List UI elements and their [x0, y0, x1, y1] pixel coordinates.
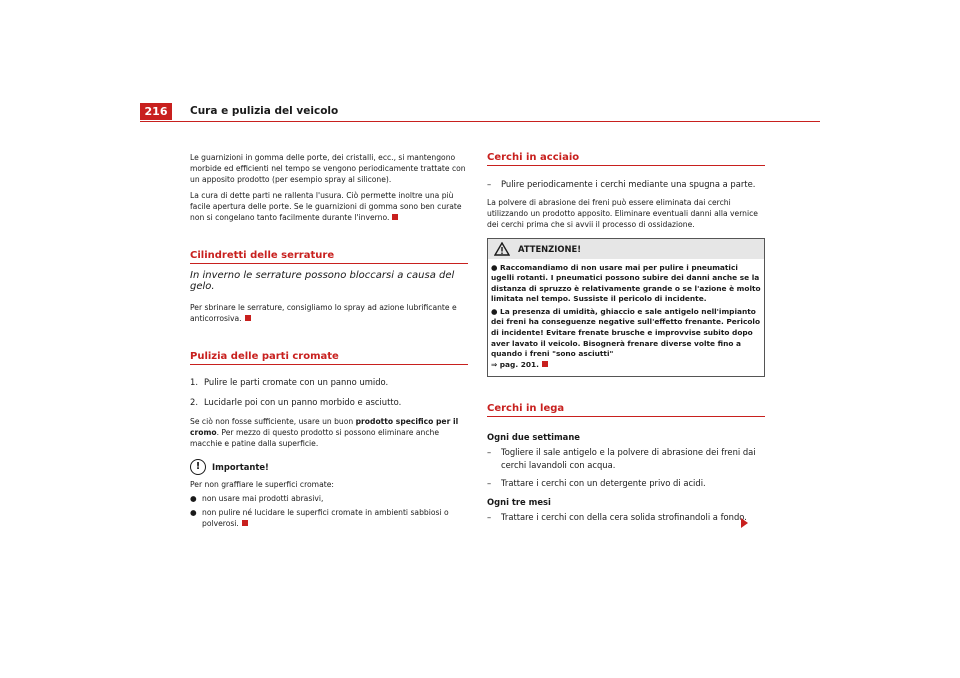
lock-cylinders-text: Per sbrinare le serrature, consigliamo lo spray ad azione lubrificante e anticorrosiva.: [190, 303, 457, 323]
continue-arrow-icon: [741, 518, 748, 528]
bullet-item: [190, 507, 468, 529]
chrome-product-emphasis: prodotto specifico per il cromo: [190, 417, 459, 437]
chrome-note: Se ciò non fosse sufficiente, usare un buon prodotto specifico per il cromo. Per mezzo di questo prodotto si possono eliminare anche macchie e patine dalla superficie.: [190, 417, 459, 448]
dash-item: [487, 446, 765, 471]
dash-icon: –: [487, 179, 492, 189]
section-title-steel-rims: Cerchi in acciaio: [487, 152, 765, 166]
dash-icon: –: [487, 478, 492, 489]
warning-triangle-icon: [494, 242, 510, 256]
important-label: Importante!: [212, 462, 269, 472]
bullet-icon: ●: [190, 508, 197, 517]
group-title-quarterly: Ogni tre mesi: [487, 496, 551, 507]
dash-icon: –: [487, 511, 492, 522]
end-of-section-icon: [542, 361, 548, 367]
group-title-biweekly: Ogni due settimane: [487, 432, 580, 443]
warning-body: [488, 259, 764, 377]
dash-text: Pulire periodicamente i cerchi mediante una spugna a parte.: [501, 179, 756, 189]
warning-paragraph: ● Raccomandiamo di non usare mai per pulire i pneumatici ugelli rotanti. I pneumatici possono subire dei danni anche se la distanza di spruzzo è relativamente grande o se l'azione è molto limitata nel tempo. Sussiste il pericolo di incidente.: [491, 262, 761, 304]
end-of-section-icon: [245, 315, 251, 321]
dash-item: [487, 477, 765, 490]
important-notice-header: [190, 459, 468, 475]
bullet-icon: ●: [491, 262, 498, 272]
bullet-icon: ●: [190, 494, 197, 503]
section-subtitle-lock-cylinders: In inverno le serrature possono bloccarsi a causa del gelo.: [190, 270, 455, 292]
bullet-item: [190, 493, 468, 504]
page-number: 216: [140, 103, 172, 120]
section-title-alloy-rims: Cerchi in lega: [487, 403, 765, 417]
dash-icon: –: [487, 447, 492, 458]
bullet-text: non pulire né lucidare le superfici cromate in ambienti sabbiosi o polverosi.: [202, 508, 449, 528]
page-reference-link[interactable]: ⇒ pag. 201.: [491, 359, 539, 369]
intro-paragraph-2: La cura di dette parti ne rallenta l'usura. Ciò permette inoltre una più facile apertura delle porte. Se le guarnizioni di gomma sono ben curate non si congelano tanto facilmente durante l'inverno.: [190, 191, 462, 222]
exclamation-icon: !: [190, 459, 206, 475]
dash-text: Togliere il sale antigelo e la polvere di abrasione dei freni dai cerchi lavandoli con acqua.: [501, 447, 756, 470]
step-text: Pulire le parti cromate con un panno umido.: [204, 377, 389, 387]
dash-item: [487, 511, 765, 524]
page-header: [140, 103, 820, 121]
steel-rims-text: La polvere di abrasione dei freni può essere eliminata dai cerchi utilizzando un prodotto apposito. Eliminare eventuali danni alla vernice dei cerchi prima che si avvii il processo di ossidazione.: [487, 197, 758, 229]
dash-text: Trattare i cerchi con un detergente privo di acidi.: [501, 478, 706, 489]
step-item: [190, 396, 468, 409]
bullet-text: non usare mai prodotti abrasivi,: [202, 494, 324, 503]
right-column: [487, 152, 765, 529]
step-number: 2.: [190, 396, 198, 407]
bullet-icon: ●: [491, 306, 498, 316]
warning-paragraph: ● La presenza di umidità, ghiaccio e sale antigelo nell'impianto dei freni ha conseguenze negative sull'effetto frenante. Pericolo di incidente! Evitare frenate brusche e improvvise subito dopo aver lavato il veicolo. Bisognerà frenare diverse volte fino a quando i freni "sono asciutti" ⇒ pag. 201.: [491, 306, 761, 369]
end-of-section-icon: [392, 214, 398, 220]
left-column: [190, 152, 468, 532]
step-text: Lucidarle poi con un panno morbido e asciutto.: [204, 396, 402, 407]
section-title-lock-cylinders: Cilindretti delle serrature: [190, 250, 468, 264]
step-number: 1.: [190, 377, 198, 387]
warning-box: [487, 238, 765, 378]
header-rule: [140, 121, 820, 122]
warning-header: [488, 239, 764, 259]
dash-item: [487, 178, 765, 191]
running-title: Cura e pulizia del veicolo: [190, 105, 339, 117]
section-title-chrome-parts: Pulizia delle parti cromate: [190, 351, 468, 365]
end-of-section-icon: [242, 520, 248, 526]
dash-text: Trattare i cerchi con della cera solida strofinandoli a fondo.: [501, 511, 747, 522]
important-intro: Per non graffiare le superfici cromate:: [190, 480, 334, 489]
intro-paragraph-1: Le guarnizioni in gomma delle porte, dei cristalli, ecc., si mantengono morbide ed efficienti nel tempo se vengono periodicamente trattate con un apposito prodotto (per esempio spray al silicone).: [190, 153, 466, 184]
warning-label: ATTENZIONE!: [518, 243, 582, 254]
step-item: [190, 376, 468, 389]
